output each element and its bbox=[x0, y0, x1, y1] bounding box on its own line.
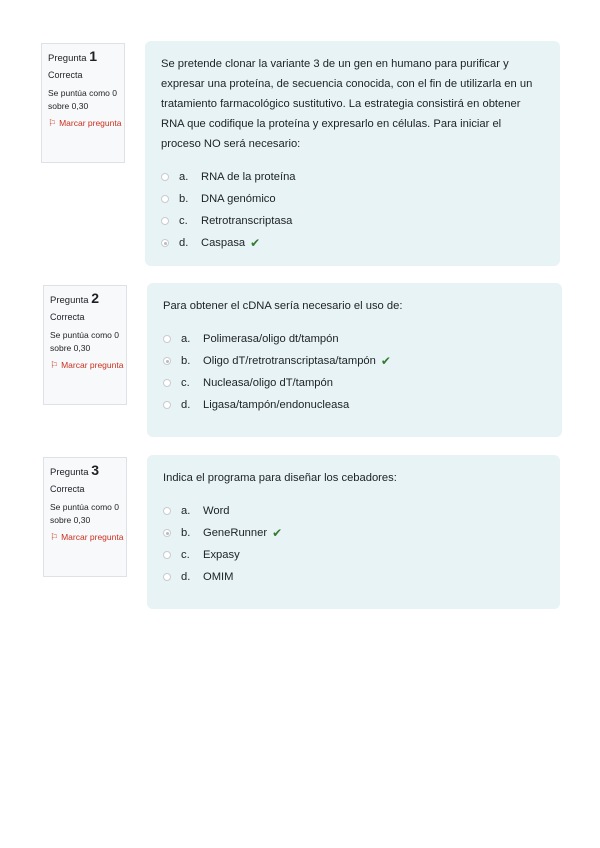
radio-button[interactable] bbox=[163, 507, 171, 515]
question-num: 2 bbox=[91, 290, 99, 306]
radio-button[interactable] bbox=[163, 379, 171, 387]
answer-text: GeneRunner bbox=[203, 527, 268, 539]
question-info bbox=[41, 43, 125, 163]
question-grade: Se puntúa como 0 sobre 0,30 bbox=[48, 88, 117, 111]
question-content bbox=[147, 283, 562, 437]
flag-question-link[interactable] bbox=[50, 531, 126, 544]
answer-option[interactable] bbox=[161, 210, 544, 232]
question-info bbox=[43, 457, 127, 577]
flag-label: Marcar pregunta bbox=[59, 118, 122, 128]
answer-text: Ligasa/tampón/endonucleasa bbox=[203, 399, 350, 411]
question-label: Pregunta bbox=[50, 467, 89, 478]
answer-text: Polimerasa/oligo dt/tampón bbox=[203, 333, 339, 345]
answer-letter: a. bbox=[181, 505, 191, 517]
answer-letter: c. bbox=[181, 549, 190, 561]
answer-text: Oligo dT/retrotranscriptasa/tampón bbox=[203, 355, 376, 367]
answer-text: Retrotranscriptasa bbox=[201, 215, 293, 227]
answer-letter: d. bbox=[181, 399, 191, 411]
answer-text: Nucleasa/oligo dT/tampón bbox=[203, 377, 333, 389]
flag-label: Marcar pregunta bbox=[61, 532, 124, 542]
question-grade: Se puntúa como 0 sobre 0,30 bbox=[50, 330, 119, 353]
radio-button[interactable] bbox=[163, 551, 171, 559]
question-text: Para obtener el cDNA sería necesario el uso de: bbox=[163, 300, 403, 312]
flag-question-link[interactable] bbox=[48, 117, 124, 130]
flag-label: Marcar pregunta bbox=[61, 360, 124, 370]
answer-option[interactable] bbox=[161, 188, 544, 210]
flag-icon: ⚐ bbox=[48, 118, 57, 128]
answer-letter: a. bbox=[181, 333, 191, 345]
answer-option[interactable] bbox=[163, 544, 544, 566]
question-number bbox=[48, 49, 124, 66]
answer-letter: c. bbox=[179, 215, 188, 227]
question-grade: Se puntúa como 0 sobre 0,30 bbox=[50, 502, 119, 525]
answer-letter: d. bbox=[181, 571, 191, 583]
answer-text: RNA de la proteína bbox=[201, 171, 296, 183]
question-number bbox=[50, 463, 126, 480]
answer-letter: b. bbox=[179, 193, 189, 205]
radio-button[interactable] bbox=[163, 335, 171, 343]
question-label: Pregunta bbox=[48, 53, 87, 64]
answer-option[interactable] bbox=[163, 394, 546, 416]
flag-icon: ⚐ bbox=[50, 360, 59, 370]
radio-button[interactable] bbox=[161, 173, 169, 181]
answer-letter: b. bbox=[181, 527, 191, 539]
check-icon: ✔ bbox=[250, 236, 261, 250]
question-num: 3 bbox=[91, 462, 99, 478]
question-state: Correcta bbox=[50, 484, 85, 494]
question-info bbox=[43, 285, 127, 405]
answer-option-selected[interactable] bbox=[161, 232, 544, 254]
answer-text: DNA genómico bbox=[201, 193, 276, 205]
radio-button-selected[interactable] bbox=[163, 529, 171, 537]
flag-icon: ⚐ bbox=[50, 532, 59, 542]
radio-button-selected[interactable] bbox=[163, 357, 171, 365]
answer-option[interactable] bbox=[163, 372, 546, 394]
question-label: Pregunta bbox=[50, 295, 89, 306]
check-icon: ✔ bbox=[272, 526, 283, 540]
answer-option-selected[interactable] bbox=[163, 522, 544, 544]
answer-letter: c. bbox=[181, 377, 190, 389]
check-icon: ✔ bbox=[380, 354, 391, 368]
answer-text: OMIM bbox=[203, 571, 234, 583]
question-content bbox=[145, 41, 560, 266]
question-number bbox=[50, 291, 126, 308]
answer-text: Word bbox=[203, 505, 230, 517]
answer-option-selected[interactable] bbox=[163, 350, 546, 372]
answer-option[interactable] bbox=[163, 328, 546, 350]
question-state: Correcta bbox=[48, 70, 83, 80]
radio-button[interactable] bbox=[161, 195, 169, 203]
answer-letter: a. bbox=[179, 171, 189, 183]
radio-button[interactable] bbox=[163, 401, 171, 409]
answer-letter: d. bbox=[179, 237, 189, 249]
question-text: Indica el programa para diseñar los cebadores: bbox=[163, 472, 397, 484]
answer-option[interactable] bbox=[161, 166, 544, 188]
flag-question-link[interactable] bbox=[50, 359, 126, 372]
question-num: 1 bbox=[89, 48, 97, 64]
question-content bbox=[147, 455, 560, 609]
radio-button[interactable] bbox=[161, 217, 169, 225]
radio-button-selected[interactable] bbox=[161, 239, 169, 247]
answer-text: Expasy bbox=[203, 549, 240, 561]
answer-text: Caspasa bbox=[201, 237, 246, 249]
question-state: Correcta bbox=[50, 312, 85, 322]
answer-letter: b. bbox=[181, 355, 191, 367]
radio-button[interactable] bbox=[163, 573, 171, 581]
answer-option[interactable] bbox=[163, 500, 544, 522]
question-text: Se pretende clonar la variante 3 de un gen en humano para purificar y expresar una proteína, de secuencia conocida, con el fin de utilizarla en un tratamiento farmacológico sustitutivo. La estrategia consistirá en obtener RNA que codifique la proteína y expresarlo en células. Para iniciar el proceso NO será necesario: bbox=[161, 58, 533, 150]
answer-option[interactable] bbox=[163, 566, 544, 588]
